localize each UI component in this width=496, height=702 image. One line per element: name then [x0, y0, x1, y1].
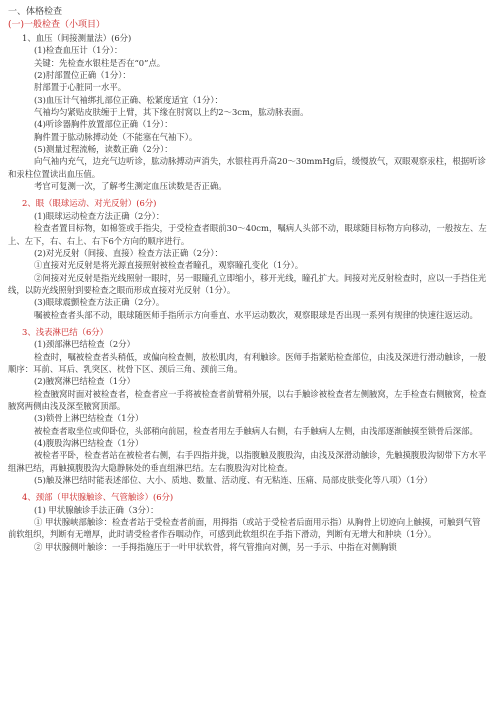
text-paragraph: 向气袖内充气，边充气边听诊，肱动脉搏动声消失，水银柱再升高20～30mmHg后，缓慢放气，双眼观察汞柱，根据听诊和汞柱位置读出血压值。 — [8, 156, 486, 179]
item-heading: 1、血压（间接测量法）(6分) — [22, 33, 132, 43]
text-paragraph: ② 甲状腺侧叶触诊：一手拇指施压于一叶甲状软骨，将气管推向对侧，另一手示、中指在对侧胸锁 — [34, 541, 397, 552]
text-line: (1) 甲状腺触诊手法正确（3分）： — [34, 504, 159, 515]
text-line: (4)腹股沟淋巴结检查（1分） — [34, 438, 144, 448]
text-paragraph: 检查时，嘱被检查者头稍低，或偏向检查侧，放松肌肉，有利触诊。医师手指紧贴检查部位，由浅及深进行滑动触诊，一般顺序：耳前、耳后、乳突区、枕骨下区、颈后三角、颈前三角。 — [8, 351, 487, 374]
text-line: 气袖均匀紧贴皮肤缠于上臂，其下缘在肘窝以上约2～3cm，肱动脉表面。 — [34, 107, 309, 118]
text-line: 胸件置于肱动脉搏动处（不能塞在气袖下）。 — [34, 131, 198, 142]
text-line: (2)肘部置位正确（1分）： — [34, 70, 131, 81]
text-paragraph: 嘱被检查者头部不动，眼球随医师手指所示方向垂直、水平运动数次，观察眼球是否出现一系列有规律的快速往返运动。 — [34, 309, 478, 320]
text-paragraph: ① 甲状腺峡部触诊：检查者站于受检查者前面，用拇指（或站于受检者后面用示指）从胸骨上切迹向上触摸，可触到气管前软组织，判断有无增厚，此时请受检者作吞咽动作，可感到此软组织在手指下滑动，判断有无增大和肿块（1分）。 — [8, 517, 481, 540]
text-line: (1)眼球运动检查方法正确（2分）： — [34, 210, 165, 221]
text-line: (1)颈部淋巴结检查（2分） — [34, 339, 135, 350]
text-line: 关键：先检查水银柱是否在“0”点。 — [34, 57, 166, 68]
text-paragraph: (5)触及淋巴结时能表述部位、大小、质地、数量、活动度、有无粘连、压痛、局部皮肤变化等八项）（1分） — [34, 475, 433, 486]
item-heading: 2、眼（眼球运动、对光反射）(6分) — [22, 198, 157, 209]
section-title: 一、体格检查 — [8, 7, 63, 17]
text-paragraph: 检查者置目标物，如棉签或手指尖，于受检查者眼前30～40cm，嘱病人头部不动，眼球随目标物方向移动，一般按左、左上、左下，右、右上、右下6个方向的顺序进行。 — [8, 223, 487, 246]
text-line: (2)对光反射（间接、直接）检查方法正确（2分）： — [34, 247, 223, 258]
text-line: (1)检查血压计（1分）： — [34, 45, 123, 56]
text-line: 考官可复测一次，了解考生测定血压读数是否正确。 — [34, 181, 227, 192]
text-paragraph: 被检查者取坐位或仰卧位，头部稍向前屈，检查者用左手触病人右侧，右手触病人左侧，由浅部逐渐触摸至锁骨后深部。 — [34, 425, 478, 436]
text-line: 肘部置于心脏同一水平。 — [34, 82, 127, 93]
text-line: (2)腋窝淋巴结检查（1分） — [34, 376, 135, 387]
item-heading: 4、颈部（甲状腺触诊、气管触诊）(6分) — [22, 492, 174, 503]
text-line: (3)锁骨上淋巴结检查（1分） — [34, 413, 144, 424]
text-line: ①直接对光反射是将光源直接照射被检查者瞳孔，观察瞳孔变化（1分）。 — [34, 260, 304, 271]
text-paragraph: 检查腋窝时面对被检查者，检查者应一手将被检查者前臂稍外展，以右手触诊被检查者左侧腋窝，左手检查右侧腋窝，检查腋窝两侧由浅及深至腋窝顶部。 — [8, 388, 487, 411]
text-line: (4)听诊器胸件放置部位正确（1分）： — [34, 119, 173, 130]
item-heading: 3、浅表淋巴结（6分） — [22, 326, 109, 337]
text-paragraph: ②间接对光反射是指光线照射一眼时，另一眼瞳孔立即缩小，移开光线，瞳孔扩大。间接对光反射检查时，应以一手挡住光线，以防光线照射到要检查之眼而形成直接对光反射（1分）。 — [8, 272, 487, 295]
text-line: (5)测量过程流畅，读数正确（2分）： — [34, 144, 173, 155]
text-line: (3)血压计气袖绑扎部位正确、松紧度适宜（1分）： — [34, 94, 223, 105]
text-paragraph: 被检者平卧，检查者站在被检者右侧，右手四指并拢，以指腹触及腹股沟，由浅及深滑动触诊，先触摸腹股沟韧带下方水平组淋巴结，再触摸腹股沟大隐静脉处的垂直组淋巴结。左右腹股沟对比检查。 — [8, 450, 487, 473]
subsection-title: (一)一般检查（小项目） — [8, 20, 106, 30]
text-line: (3)眼球震颤检查方法正确（2分）。 — [34, 297, 165, 308]
